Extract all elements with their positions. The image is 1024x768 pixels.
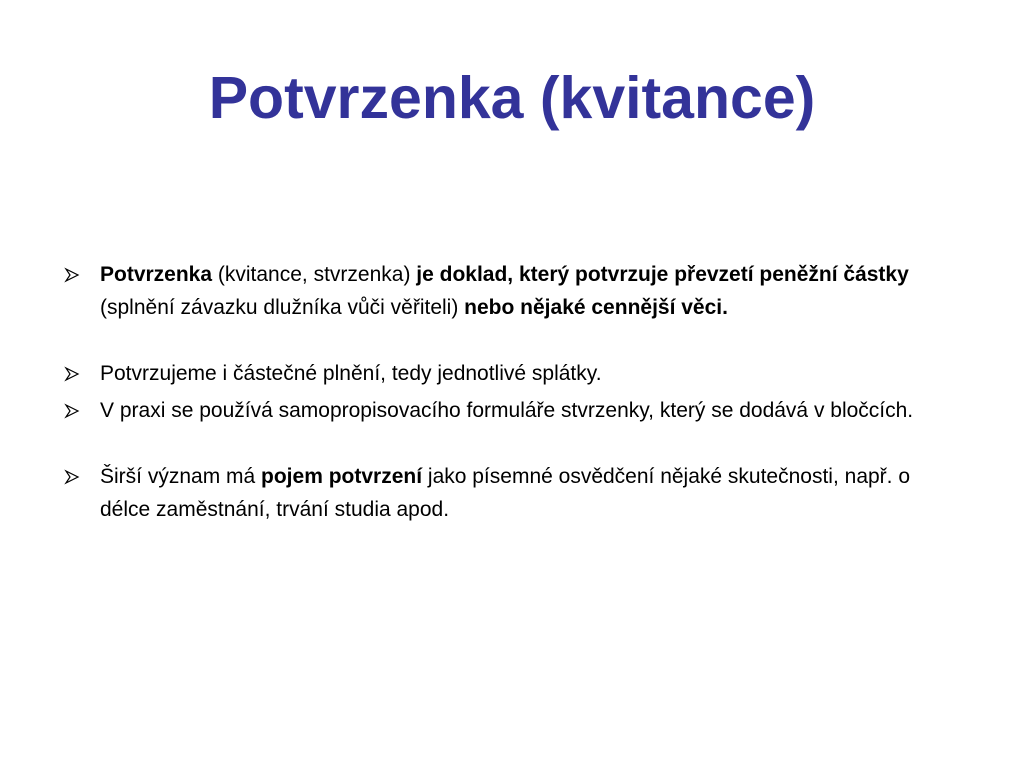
- bullet-text: Potvrzujeme i částečné plnění, tedy jednotlivé splátky.: [100, 362, 602, 385]
- bullet-text: V praxi se používá samopropisovacího formuláře stvrzenky, který se dodává v bločcích.: [100, 399, 914, 422]
- arrowhead-bullet-icon: [64, 267, 80, 283]
- bullet-text: [100, 263, 909, 319]
- bullet-text: [100, 465, 910, 521]
- bullet-item-4: [62, 460, 942, 526]
- arrowhead-bullet-icon: [64, 366, 80, 382]
- text-segment: (splnění závazku dlužníka vůči věřiteli): [100, 296, 465, 319]
- bullet-item-2: [62, 357, 942, 390]
- bullet-list: [62, 258, 942, 526]
- bullet-item-3: [62, 394, 942, 427]
- bold-definition: je doklad, který potvrzuje převzetí peněžní částky: [416, 263, 909, 286]
- text-segment: (kvitance, stvrzenka): [212, 263, 417, 286]
- bullet-item-1: [62, 258, 942, 324]
- bold-term: pojem potvrzení: [261, 465, 423, 488]
- text-segment: Širší význam má: [100, 465, 262, 488]
- arrowhead-bullet-icon: [64, 469, 80, 485]
- text-segment: jako písemné osvědčení nějaké skutečnosti, např. o délce zaměstnání, trvání studia apod.: [100, 465, 911, 521]
- slide-title: Potvrzenka (kvitance): [208, 65, 816, 131]
- bold-term: Potvrzenka: [100, 263, 213, 286]
- bold-definition-end: nebo nějaké cennější věci.: [464, 296, 728, 319]
- arrowhead-bullet-icon: [64, 403, 80, 419]
